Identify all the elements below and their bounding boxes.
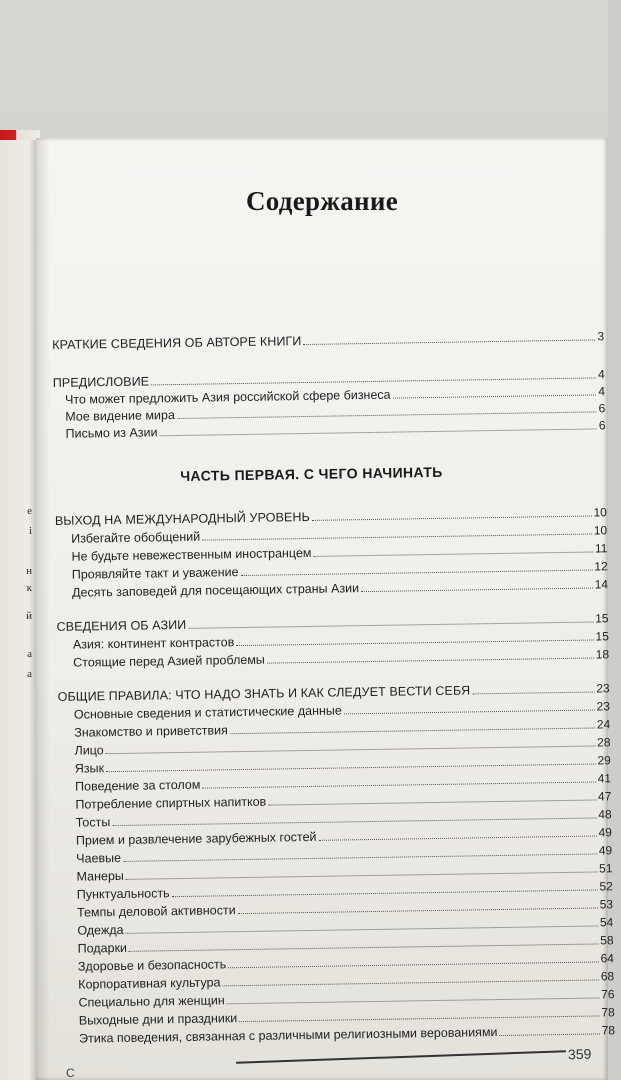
toc-entry-label: Потребление спиртных напитков — [75, 794, 267, 812]
leader-dots — [222, 971, 598, 986]
toc-entry-page: 3 — [597, 329, 605, 344]
toc-entry-label: Десять заповедей для посещающих страны Азии — [71, 581, 360, 600]
toc-entry-label: Лицо — [74, 743, 104, 758]
leader-dots — [177, 403, 597, 419]
toc-entry-page: 76 — [600, 987, 615, 1002]
toc-entry-page: 18 — [595, 647, 610, 662]
toc-entry-page: 6 — [598, 418, 606, 433]
leader-dots — [312, 508, 592, 521]
contents-page — [36, 138, 616, 1080]
toc-entry-page: 14 — [594, 577, 609, 592]
toc-entry-label: Прием и развлечение зарубежных гостей — [75, 829, 317, 848]
toc-entry-label: Мое видение мира — [65, 408, 175, 424]
left-page-glyph: і — [28, 525, 32, 537]
leader-dots — [172, 881, 598, 897]
toc-entry-label: СВЕДЕНИЯ ОБ АЗИИ — [56, 617, 187, 634]
leader-dots — [106, 737, 596, 754]
toc-entry-label: Пунктуальность — [76, 886, 170, 902]
leader-dots — [112, 809, 596, 826]
leader-dots — [188, 614, 593, 629]
toc-entry-page: 10 — [593, 505, 607, 520]
toc-entry-label: Проявляйте такт и уважение — [71, 565, 239, 582]
toc-entry-label: Стоящие перед Азией проблемы — [73, 652, 265, 670]
toc-entry-label: Азия: континент контрастов — [72, 635, 235, 652]
left-page-glyph: а — [27, 648, 32, 660]
leader-dots — [392, 386, 596, 398]
toc-entry-label: ВЫХОД НА МЕЖДУНАРОДНЫЙ УРОВЕНЬ — [54, 509, 310, 528]
leader-dots — [361, 580, 593, 593]
toc-entry-page: 51 — [598, 861, 613, 876]
toc-entry-label: Что может предложить Азия российской сфере бизнеса — [64, 387, 391, 407]
toc-entry-label: Письмо из Азии — [65, 425, 158, 441]
toc-entry-page: 68 — [600, 969, 615, 984]
toc-entry-label: Этика поведения, связанная с различными религиозными верованиями — [78, 1025, 498, 1046]
left-page-glyph: н — [26, 565, 32, 577]
left-page-glyph: а — [27, 668, 32, 680]
page-title: Содержание — [245, 186, 399, 216]
leader-dots — [202, 773, 595, 788]
toc-entry-page: 23 — [596, 699, 611, 714]
leader-dots — [240, 562, 592, 577]
toc-entry-label: Специально для женщин — [78, 993, 225, 1010]
toc-entry-label: ОБЩИЕ ПРАВИЛА: ЧТО НАДО ЗНАТЬ И КАК СЛЕДУЕТ ВЕСТИ СЕБЯ — [57, 683, 471, 704]
toc-entry — [73, 647, 609, 669]
footer-fragment: С — [66, 1066, 75, 1080]
toc-entry-label: Знакомство и приветствия — [74, 723, 228, 740]
toc-entry-page: 28 — [597, 735, 611, 750]
toc-entry-label: Не будьте невежественным иностранцем — [71, 545, 312, 564]
leader-dots — [230, 719, 595, 734]
leader-dots — [472, 683, 594, 694]
toc-entry-page: 11 — [594, 541, 608, 556]
toc-entry-page: 41 — [597, 771, 612, 786]
toc-entry-page: 10 — [593, 523, 608, 538]
leader-dots — [318, 827, 596, 840]
toc-entry-page: 64 — [600, 951, 614, 966]
toc-entry — [79, 1023, 615, 1045]
leader-dots — [106, 755, 596, 772]
toc-entry-page: 24 — [596, 717, 611, 732]
toc-entry-label: Поведение за столом — [75, 777, 201, 794]
leader-dots — [129, 935, 598, 951]
toc-entry-page: 78 — [601, 1005, 615, 1020]
toc-entry-label: Язык — [74, 761, 105, 776]
toc-entry-label: Избегайте обобщений — [71, 529, 201, 546]
leader-dots — [268, 791, 596, 805]
toc-entry-page: 4 — [598, 384, 606, 399]
leader-dots — [126, 863, 597, 879]
leader-dots — [125, 917, 598, 933]
toc-entry-page: 29 — [597, 753, 611, 768]
toc-entry-page: 54 — [599, 915, 614, 930]
toc-entry-page: 49 — [598, 825, 613, 840]
toc-entry-page: 23 — [596, 681, 610, 696]
leader-dots — [123, 845, 597, 861]
toc-entry-label: Корпоративная культура — [78, 975, 221, 992]
part-heading: ЧАСТЬ ПЕРВАЯ. С ЧЕГО НАЧИНАТЬ — [180, 463, 443, 484]
toc-entry-label: Подарки — [77, 940, 128, 956]
left-page-glyph: й — [26, 610, 32, 622]
leader-dots — [239, 1007, 599, 1022]
toc-entry-page: 47 — [597, 789, 612, 804]
toc-entry-page: 53 — [599, 897, 614, 912]
toc-entry-label: Темпы деловой активности — [76, 903, 236, 920]
toc-entry-page: 6 — [598, 401, 606, 416]
leader-dots — [228, 953, 598, 968]
toc-entry-label: Чаевые — [76, 850, 122, 866]
leader-dots — [238, 899, 598, 914]
toc-entry-label: Основные сведения и статистические данные — [73, 703, 342, 722]
toc-entry-page: 78 — [601, 1023, 616, 1038]
left-page-glyph: е — [27, 505, 32, 517]
toc-entry-page: 52 — [599, 879, 613, 894]
toc-entry-label: Одежда — [77, 922, 124, 938]
toc-entry-page: 15 — [595, 629, 609, 644]
toc-entry-page: 48 — [598, 807, 612, 822]
toc-entry-page: 15 — [595, 611, 609, 626]
page-number: 359 — [567, 1045, 592, 1063]
left-page — [0, 140, 36, 1080]
leader-dots — [313, 543, 593, 556]
leader-dots — [151, 369, 596, 385]
toc-entry-page: 4 — [597, 367, 605, 382]
toc-entry-label: Манеры — [76, 868, 124, 884]
leader-dots — [159, 420, 596, 436]
toc-entry-label: ПРЕДИСЛОВИЕ — [52, 374, 150, 390]
toc-entry-label: Тосты — [75, 815, 111, 830]
toc-entry-label: Выходные дни и праздники — [78, 1011, 238, 1028]
leader-dots — [202, 526, 592, 541]
footer-rule — [236, 1050, 566, 1064]
leader-dots — [303, 331, 595, 345]
toc-entry-page: 49 — [598, 843, 613, 858]
toc-entry — [72, 577, 608, 599]
toc-entry-label: КРАТКИЕ СВЕДЕНИЯ ОБ АВТОРЕ КНИГИ — [52, 334, 302, 352]
toc-entry-label: Здоровье и безопасность — [77, 957, 227, 974]
leader-dots — [236, 632, 593, 647]
toc-entry-page: 58 — [600, 933, 614, 948]
leader-dots — [344, 701, 595, 714]
leader-dots — [227, 989, 600, 1004]
leader-dots — [267, 649, 594, 663]
leader-dots — [499, 1025, 599, 1036]
left-page-glyph: к — [26, 582, 32, 594]
toc-entry-page: 12 — [594, 559, 608, 574]
